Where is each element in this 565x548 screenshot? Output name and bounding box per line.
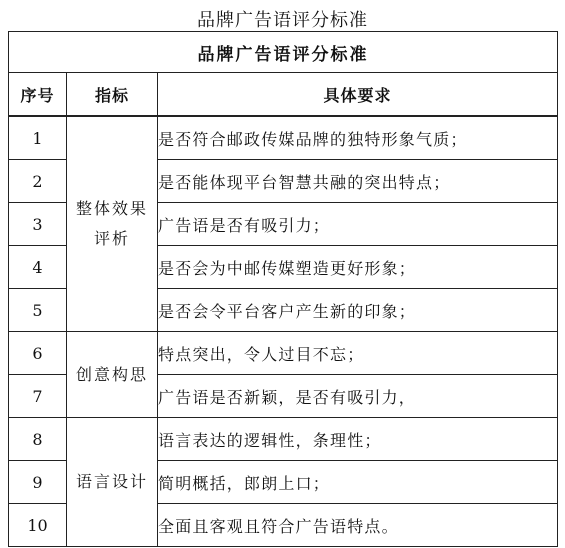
row-requirement: 简明概括，郎朗上口；	[158, 461, 558, 504]
row-seq: 2	[9, 160, 67, 203]
scoring-table	[8, 31, 558, 547]
table-title: 品牌广告语评分标准	[9, 32, 558, 73]
row-requirement: 语言表达的逻辑性，条理性；	[158, 418, 558, 461]
row-seq: 4	[9, 246, 67, 289]
table-row	[9, 418, 558, 461]
row-requirement: 广告语是否有吸引力；	[158, 203, 558, 246]
indicator-line: 整体效果	[75, 199, 148, 218]
table-title-row	[9, 32, 558, 73]
row-seq: 1	[9, 116, 67, 160]
row-seq: 5	[9, 289, 67, 332]
indicator-cell	[67, 418, 158, 547]
row-seq: 8	[9, 418, 67, 461]
table-row	[9, 332, 558, 375]
row-seq: 6	[9, 332, 67, 375]
row-seq: 10	[9, 504, 67, 547]
row-seq: 3	[9, 203, 67, 246]
row-seq: 7	[9, 375, 67, 418]
table-header-row	[9, 73, 558, 117]
indicator-line: 创意构思	[75, 364, 148, 384]
row-requirement: 广告语是否新颖，是否有吸引力，	[158, 375, 558, 418]
header-requirement: 具体要求	[158, 73, 558, 117]
row-requirement: 是否会为中邮传媒塑造更好形象；	[158, 246, 558, 289]
header-indicator: 指标	[67, 73, 158, 117]
header-seq: 序号	[9, 73, 67, 117]
document-caption: 品牌广告语评分标准	[197, 10, 368, 31]
table-row	[9, 116, 558, 160]
row-requirement: 是否能体现平台智慧共融的突出特点；	[158, 160, 558, 203]
row-requirement: 是否会令平台客户产生新的印象；	[158, 289, 558, 332]
row-seq: 9	[9, 461, 67, 504]
row-requirement: 是否符合邮政传媒品牌的独特形象气质；	[158, 116, 558, 160]
row-requirement: 特点突出，令人过目不忘；	[158, 332, 558, 375]
indicator-line: 评析	[93, 229, 130, 248]
indicator-line: 语言设计	[75, 472, 148, 491]
indicator-cell	[67, 116, 158, 332]
row-requirement: 全面且客观且符合广告语特点。	[158, 504, 558, 547]
indicator-cell	[67, 332, 158, 418]
